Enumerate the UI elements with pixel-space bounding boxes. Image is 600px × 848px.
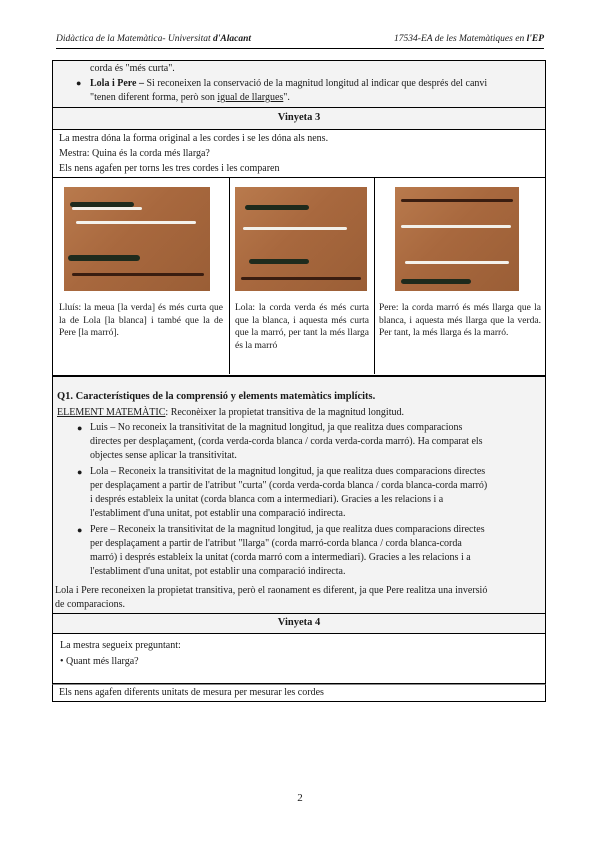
page-header bbox=[56, 34, 544, 49]
bullet-dot-icon: ● bbox=[77, 467, 83, 477]
q1-luis-line1: Luis – No reconeix la transitivitat de la magnitud longitud, ja que realitza dues comparacions bbox=[90, 422, 463, 433]
brown-cord bbox=[241, 277, 361, 280]
white-cord bbox=[401, 225, 511, 228]
bullet-lola-pere-cont: "tenen diferent forma, però son igual de llargues". bbox=[90, 92, 290, 103]
vinyeta3-text bbox=[52, 130, 546, 178]
header-right: 17534-EA de les Matemàtiques en l'EP bbox=[394, 34, 544, 44]
green-cord-2 bbox=[249, 259, 309, 264]
q1-analysis bbox=[52, 376, 546, 614]
caption-lluis: Lluís: la meua [la verda] és més curta que la de Lola [la blanca] i també que la de Pere [la marró]. bbox=[59, 303, 223, 338]
q1-element: ELEMENT MATEMÀTIC: Reconèixer la propietat transitiva de la magnitud longitud. bbox=[57, 407, 404, 418]
vinyeta4-footer-row bbox=[52, 684, 546, 702]
green-cord bbox=[245, 205, 309, 210]
q1-lola-line2: per desplaçament a partir de l'atribut "curta" (corda verda-corda blanca / corda blanca-corda marró) bbox=[90, 480, 488, 491]
q1-lola-line3: i després estableix la unitat (corda blanca com a intermediari). Gracies a les relacions i a bbox=[90, 494, 444, 505]
q1-conclusion-line1: Lola i Pere reconeixen la propietat transitiva, però el raonament es diferent, ja que Pere realitza una inversió bbox=[55, 585, 488, 596]
brown-cord bbox=[401, 199, 513, 202]
q1-conclusion-line2: de comparacions. bbox=[55, 599, 125, 610]
q1-title: Q1. Característiques de la comprensió y elements matemàtics implícits. bbox=[57, 391, 376, 402]
white-cord-2 bbox=[76, 221, 196, 224]
vinyeta3-photos bbox=[52, 178, 546, 376]
vinyeta4-text bbox=[52, 634, 546, 684]
vinyeta3-line3: Els nens agafen per torns les tres cordes i les comparen bbox=[59, 163, 280, 174]
white-cord-2 bbox=[405, 261, 509, 264]
caption-pere: Pere: la corda marró és més llarga que la blanca, i aquesta més llarga que la verda. Per tant, la més llarga és la marró. bbox=[379, 303, 541, 338]
vinyeta3-line2: Mestra: Quina és la corda més llarga? bbox=[59, 148, 210, 159]
photo-cords-pere bbox=[395, 187, 519, 291]
photo-cell-pere bbox=[375, 178, 546, 374]
white-cord bbox=[72, 207, 142, 210]
q1-pere-line2: per desplaçament a partir de l'atribut "llarga" (corda marró-corda blanca / corda blanca-corda bbox=[90, 538, 462, 549]
header-left: Didàctica de la Matemàtica- Universitat d'Alacant bbox=[56, 34, 251, 44]
photo-cell-lluis bbox=[53, 178, 230, 374]
bullet-dot-icon: ● bbox=[77, 525, 83, 535]
q1-lola-line1: Lola – Reconeix la transitivitat de la magnitud longitud, ja que realitza dues comparacions directes bbox=[90, 466, 486, 477]
photo-cords-lola bbox=[235, 187, 367, 291]
bullet-dot-icon: ● bbox=[76, 78, 82, 88]
q1-luis-line2: directes per desplaçament, (corda verda-corda blanca / corda verda-corda marró). Ha comparat els bbox=[90, 436, 483, 447]
vinyeta3-line1: La mestra dóna la forma original a les cordes i se les dóna als nens. bbox=[59, 133, 329, 144]
bullet-dot-icon: ● bbox=[77, 423, 83, 433]
photo-cords-lluis bbox=[64, 187, 210, 291]
white-cord bbox=[243, 227, 347, 230]
bullet-lola-pere: ● Lola i Pere – Si reconeixen la conservació de la magnitud longitud al indicar que després del canvi bbox=[76, 78, 488, 89]
section1-line1: corda és "més curta". bbox=[90, 63, 175, 74]
q1-pere-line1: Pere – Reconeix la transitivitat de la magnitud longitud, ja que realitza dues comparacions directes bbox=[90, 524, 485, 535]
green-cord bbox=[70, 202, 134, 207]
q1-lola-line4: l'establiment d'una unitat, pot establir una comparació indirecta. bbox=[90, 508, 346, 519]
brown-cord bbox=[72, 273, 204, 276]
vinyeta4-line3: Els nens agafen diferents unitats de mesura per mesurar les cordes bbox=[59, 687, 324, 698]
page-number: 2 bbox=[297, 792, 303, 804]
vinyeta3-title: Vinyeta 3 bbox=[52, 108, 546, 130]
q1-pere-line4: l'establiment d'una unitat, pot establir una comparació indirecta. bbox=[90, 566, 346, 577]
caption-lola: Lola: la corda verda és més curta que la blanca, i aquesta més curta que la marró, per tant la més llarga és la marró bbox=[235, 303, 369, 351]
green-cord bbox=[401, 279, 471, 284]
vinyeta4-title: Vinyeta 4 bbox=[52, 614, 546, 634]
section-conservation bbox=[52, 60, 546, 108]
q1-luis-line3: objectes sense aplicar la transitivitat. bbox=[90, 450, 237, 461]
vinyeta4-line1: La mestra segueix preguntant: bbox=[60, 640, 181, 651]
vinyeta4-line2: • Quant més llarga? bbox=[60, 656, 139, 667]
q1-pere-line3: marró) i després estableix la unitat (corda marró com a intermediari). Gracies a les relacions i a bbox=[90, 552, 471, 563]
green-cord-2 bbox=[68, 255, 140, 261]
photo-cell-lola bbox=[229, 178, 375, 374]
